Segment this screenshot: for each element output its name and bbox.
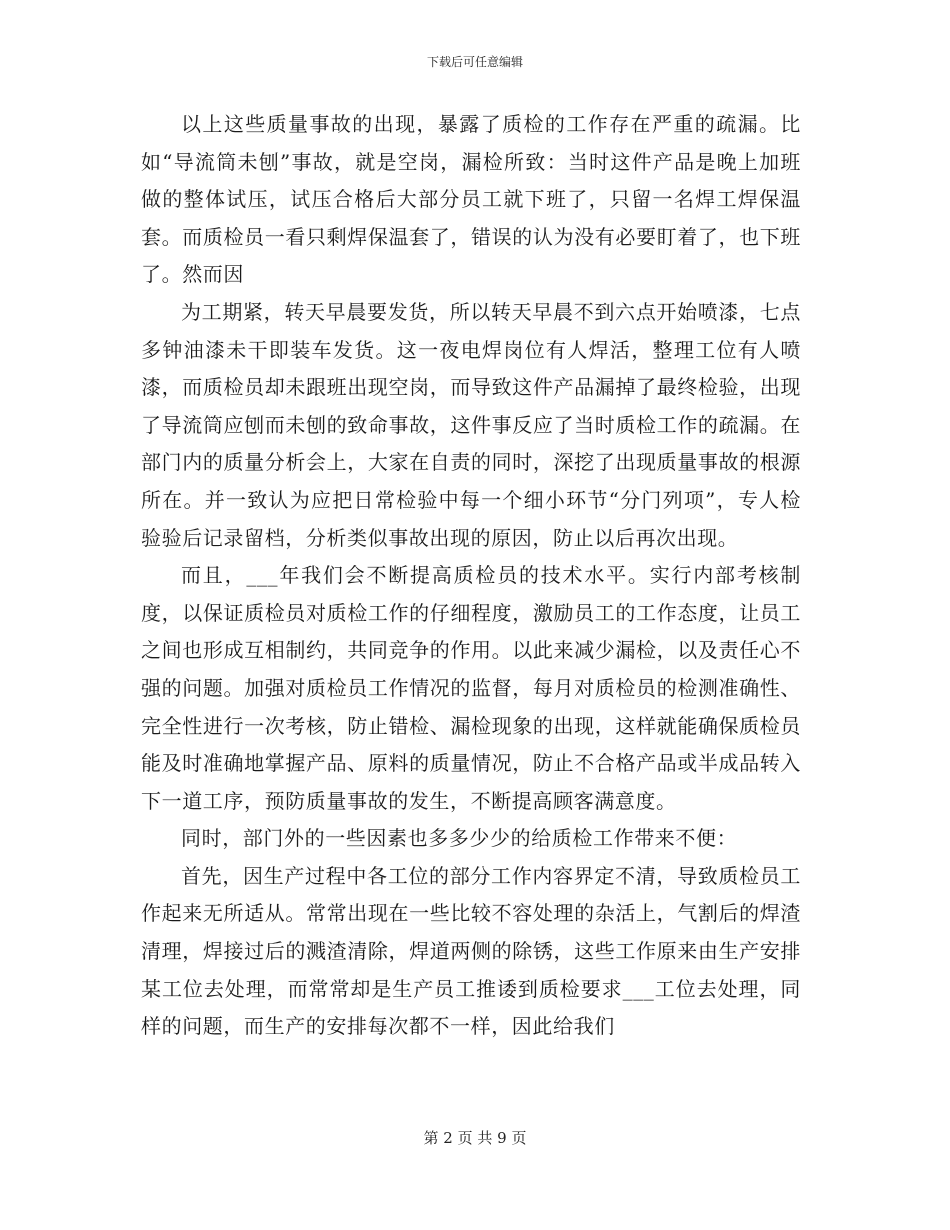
paragraph-external-factors: 同时，部门外的一些因素也多多少少的给质检工作带来不便： — [181, 826, 738, 851]
page-number-footer: 第 2 页 共 9 页 — [423, 1129, 527, 1147]
paragraph-improvement-plan: 而且，___年我们会不断提高质检员的技术水平。实行内部考核制度，以保证质检员对质检工作的仔细程度，激励员工的工作态度，让员工之间也形成互相制约，共同竞争的作用。以此来减少漏检，以及责任心不强的问题。加强对质检员工作情况的监督，每月对质检员的检测准确性、完全性进行一次考核，防止错检、漏检现象的出现，这样就能确保质检员能及时准确地掌握产品、原料的质量情况，防止不合格产品或半成品转入下一道工序，预防质量事故的发生，不断提高顾客满意度。 — [141, 563, 801, 813]
page-header-note: 下载后可任意编辑 — [426, 55, 523, 69]
paragraph-quality-incidents: 以上这些质量事故的出现，暴露了质检的工作存在严重的疏漏。比如“导流筒未刨”事故，就是空岗，漏检所致：当时这件产品是晚上加班做的整体试压，试压合格后大部分员工就下班了，只留一名焊工焊保温套。而质检员一看只剩焊保温套了，错误的认为没有必要盯着了，也下班了。然而因 — [141, 112, 801, 287]
paragraph-first-issue: 首先，因生产过程中各工位的部分工作内容界定不清，导致质检员工作起来无所适从。常常出现在一些比较不容处理的杂活上，气割后的焊渣清理，焊接过后的溅渣清除，焊道两侧的除锈，这些工作原来由生产安排某工位去处理，而常常却是生产员工推诿到质检要求___工位去处理，同样的问题，而生产的安排每次都不一样，因此给我们 — [141, 863, 801, 1039]
paragraph-schedule-pressure: 为工期紧，转天早晨要发货，所以转天早晨不到六点开始喷漆，七点多钟油漆未干即装车发货。这一夜电焊岗位有人焊活，整理工位有人喷漆，而质检员却未跟班出现空岗，而导致这件产品漏掉了最终检验，出现了导流筒应刨而未刨的致命事故，这件事反应了当时质检工作的疏漏。在部门内的质量分析会上，大家在自责的同时，深挖了出现质量事故的根源所在。并一致认为应把日常检验中每一个细小环节“分门列项”，专人检验验后记录留档，分析类似事故出现的原因，防止以后再次出现。 — [141, 299, 801, 550]
document-body — [141, 106, 801, 1046]
